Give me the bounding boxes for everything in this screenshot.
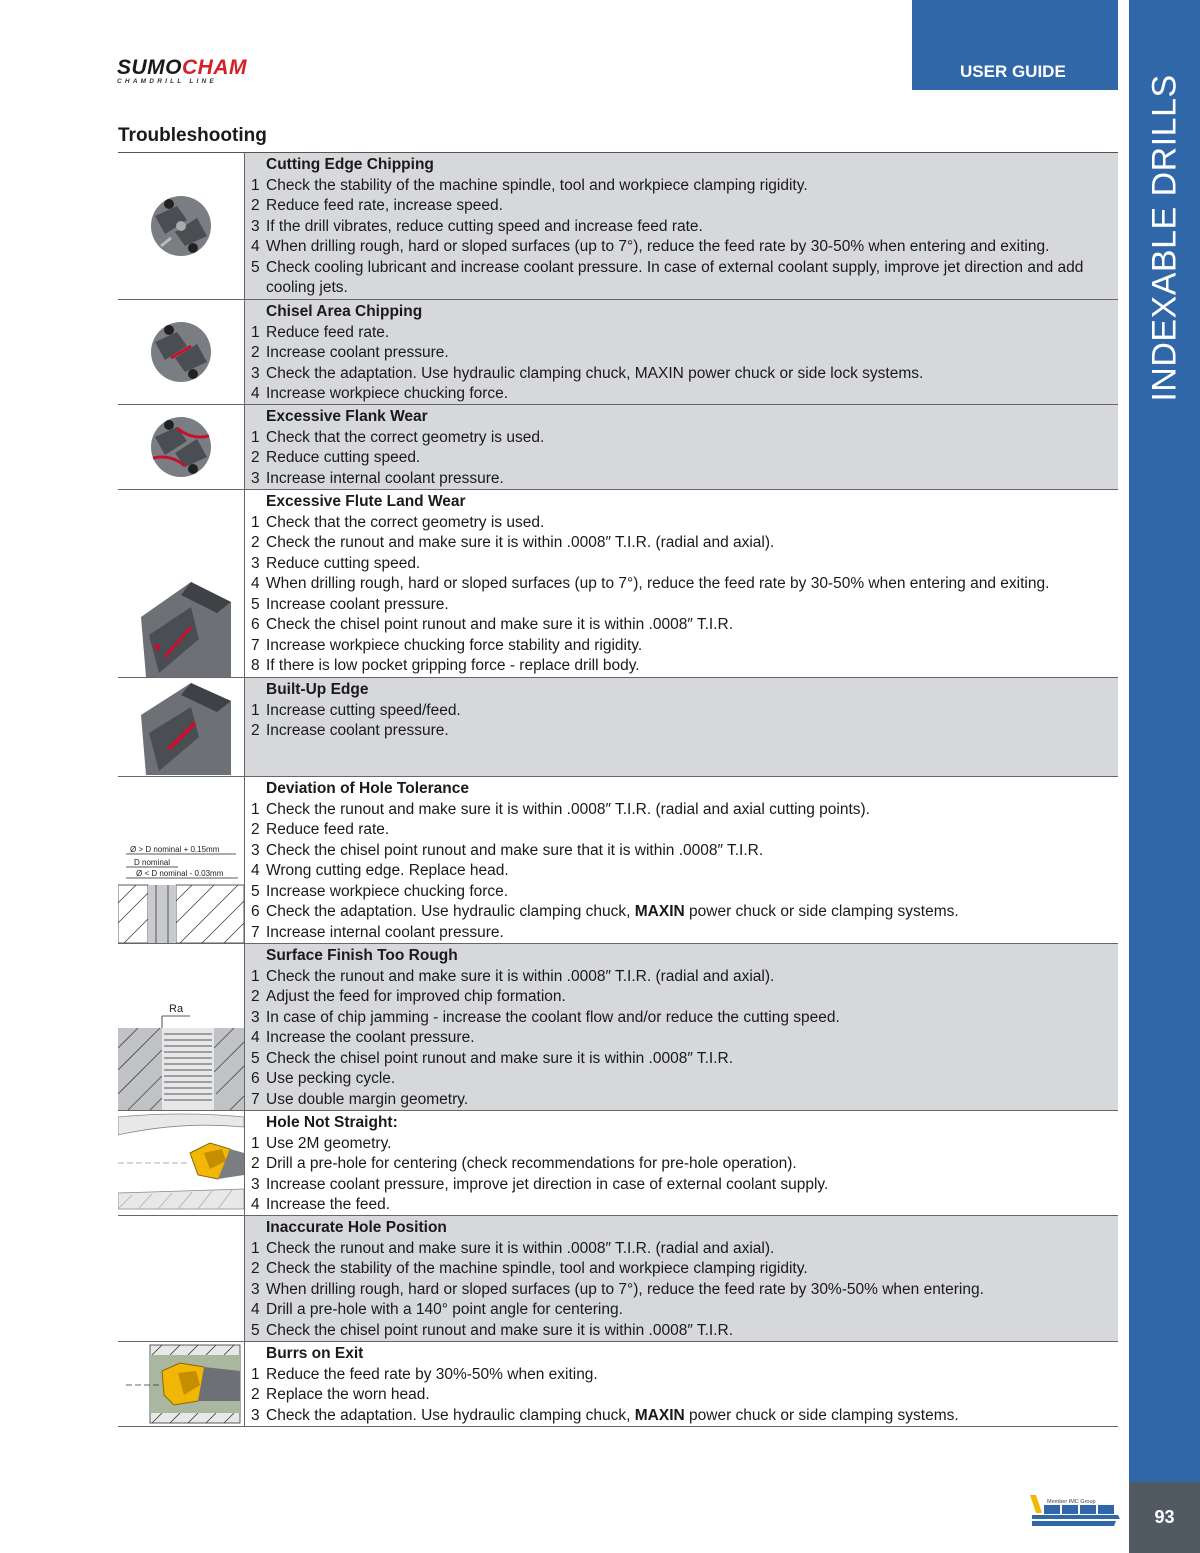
brand-maxin: MAXIN <box>634 903 685 920</box>
burrs-on-exit-diagram <box>118 1343 244 1425</box>
table-row <box>118 678 1118 777</box>
list-item: 3 When drilling rough, hard or sloped surfaces (up to 7°), reduce the feed rate by 30%-50% when entering. <box>251 1280 1112 1301</box>
item-text: Check the runout and make sure it is within .0008″ T.I.R. (radial and axial). <box>266 1239 775 1257</box>
item-text: Increase workpiece chucking force. <box>266 882 509 900</box>
item-text: Increase internal coolant pressure. <box>266 923 504 941</box>
item-text: Reduce cutting speed. <box>266 554 421 572</box>
item-text: Increase coolant pressure, improve jet direction in case of external coolant supply. <box>266 1175 829 1193</box>
table-row <box>118 944 1118 1111</box>
list-item: 4 Increase workpiece chucking force. <box>251 384 1112 405</box>
list-item: 4 When drilling rough, hard or sloped surfaces (up to 7°), reduce the feed rate by 30-50% when entering and exiting. <box>251 237 1112 258</box>
list-item: 5 Check cooling lubricant and increase coolant pressure. In case of external coolant supply, improve jet direction and add cooling jets. <box>251 258 1112 299</box>
list-item: 4 Wrong cutting edge. Replace head. <box>251 861 1112 882</box>
item-text: Increase workpiece chucking force stability and rigidity. <box>266 636 643 654</box>
item-text: Check the chisel point runout and make sure it is within .0008″ T.I.R. <box>266 616 733 633</box>
item-text: When drilling rough, hard or sloped surfaces (up to 7°), reduce the feed rate by 30-50% when entering and exiting. <box>266 575 1050 592</box>
list-item: 2 Reduce feed rate. <box>251 820 1112 841</box>
list-item: 1 Check the runout and make sure it is within .0008″ T.I.R. (radial and axial). <box>251 967 1112 988</box>
item-text: Check the chisel point runout and make sure it is within .0008″ T.I.R. <box>266 1321 733 1339</box>
row-text-cell <box>245 153 1118 299</box>
item-text: Increase workpiece chucking force. <box>266 385 509 402</box>
row-text-cell <box>245 405 1118 489</box>
row-image-cell <box>118 678 245 776</box>
list-item: 3 Check the adaptation. Use hydraulic clamping chuck, MAXIN power chuck or side clamping systems. <box>251 1406 1112 1427</box>
item-text: Increase coolant pressure. <box>266 344 449 361</box>
row-title: Excessive Flute Land Wear <box>266 493 466 510</box>
list-item: 4 Increase the coolant pressure. <box>251 1028 1112 1049</box>
row-image-cell <box>118 153 245 299</box>
item-text: Adjust the feed for improved chip formation. <box>266 988 566 1005</box>
tolerance-label-upper: Ø > D nominal + 0.15mm <box>130 845 220 854</box>
item-text: Increase internal coolant pressure. <box>266 469 504 487</box>
list-item: 8 If there is low pocket gripping force - replace drill body. <box>251 656 1112 677</box>
item-text: When drilling rough, hard or sloped surfaces (up to 7°), reduce the feed rate by 30-50% when entering and exiting. <box>266 238 1050 255</box>
row-image-cell <box>118 944 245 1110</box>
drill-built-up-edge-icon <box>121 679 241 775</box>
row-image-cell <box>118 405 245 489</box>
item-text: If the drill vibrates, reduce cutting speed and increase feed rate. <box>266 217 703 235</box>
section-title: Troubleshooting <box>118 125 267 146</box>
item-text: Check the chisel point runout and make sure that it is within .0008″ T.I.R. <box>266 841 764 859</box>
row-title: Excessive Flank Wear <box>266 408 428 425</box>
logo-sumo: SUMO <box>117 56 182 79</box>
list-item: 6 Check the chisel point runout and make sure it is within .0008″ T.I.R. <box>251 615 1112 636</box>
row-image-cell <box>118 1111 245 1215</box>
item-text: Use 2M geometry. <box>266 1134 392 1152</box>
list-item: 2 Check the stability of the machine spindle, tool and workpiece clamping rigidity. <box>251 1259 1112 1280</box>
item-text: Increase the feed. <box>266 1196 391 1213</box>
table-row <box>118 405 1118 490</box>
item-text: Drill a pre-hole with a 140° point angle for centering. <box>266 1301 623 1318</box>
item-text: Check the stability of the machine spindle, tool and workpiece clamping rigidity. <box>266 1260 808 1277</box>
item-text: Increase coolant pressure. <box>266 722 449 739</box>
drill-flute-wear-icon <box>121 577 241 677</box>
side-label: INDEXABLE DRILLS <box>1145 74 1184 402</box>
row-title: Built-Up Edge <box>266 681 369 698</box>
list-item: 3 Increase internal coolant pressure. <box>251 469 1112 490</box>
item-text: Reduce the feed rate by 30%-50% when exiting. <box>266 1365 598 1383</box>
item-text: Check the adaptation. Use hydraulic clamping chuck, MAXIN power chuck or side lock systems. <box>266 364 924 382</box>
row-title: Surface Finish Too Rough <box>266 947 458 964</box>
table-row <box>118 1342 1118 1427</box>
list-item: 5 Increase coolant pressure. <box>251 595 1112 616</box>
item-text: Increase the coolant pressure. <box>266 1029 475 1046</box>
row-text-cell <box>245 1342 1118 1426</box>
logo-subtitle: CHAMDRILL LINE <box>117 78 217 85</box>
row-image-cell <box>118 1342 245 1426</box>
hole-not-straight-diagram <box>118 1113 244 1213</box>
row-title: Hole Not Straight: <box>266 1114 398 1131</box>
row-image-cell <box>118 777 245 943</box>
logo-cham: CHAM <box>182 56 247 79</box>
table-row <box>118 1216 1118 1342</box>
item-text: Increase cutting speed/feed. <box>266 701 461 719</box>
list-item: 2 Replace the worn head. <box>251 1385 1112 1406</box>
drill-head-chisel-icon <box>141 312 221 392</box>
row-text-cell <box>245 300 1118 404</box>
list-item: 7 Increase workpiece chucking force stability and rigidity. <box>251 636 1112 657</box>
list-item: 2 Increase coolant pressure. <box>251 343 1112 364</box>
tolerance-label-nominal: D nominal <box>134 858 171 867</box>
item-text: Check the chisel point runout and make sure it is within .0008″ T.I.R. <box>266 1049 733 1067</box>
list-item: 2 Check the runout and make sure it is within .0008″ T.I.R. (radial and axial). <box>251 533 1112 554</box>
table-row <box>118 300 1118 405</box>
item-text: Increase coolant pressure. <box>266 595 449 613</box>
list-item: 1 Check that the correct geometry is used. <box>251 428 1112 449</box>
surface-roughness-diagram <box>118 998 244 1110</box>
item-text: When drilling rough, hard or sloped surfaces (up to 7°), reduce the feed rate by 30%-50% when entering. <box>266 1280 984 1298</box>
brand-maxin: MAXIN <box>634 1406 685 1424</box>
list-item: 5 Increase workpiece chucking force. <box>251 882 1112 903</box>
list-item: 6 Check the adaptation. Use hydraulic clamping chuck, MAXIN power chuck or side clamping systems. <box>251 902 1112 923</box>
item-text: Drill a pre-hole for centering (check recommendations for pre-hole operation). <box>266 1155 797 1172</box>
item-text: Wrong cutting edge. Replace head. <box>266 862 509 879</box>
member-imc-text: Member IMC Group <box>1047 1499 1096 1505</box>
user-guide-label: USER GUIDE <box>960 62 1066 81</box>
list-item: 3 Check the chisel point runout and make sure that it is within .0008″ T.I.R. <box>251 841 1112 862</box>
list-item: 3 Check the adaptation. Use hydraulic clamping chuck, MAXIN power chuck or side lock systems. <box>251 364 1112 385</box>
logo-wordmark <box>117 57 247 78</box>
item-text: Reduce feed rate, increase speed. <box>266 197 503 214</box>
item-text: Reduce feed rate. <box>266 323 390 341</box>
list-item: 4 When drilling rough, hard or sloped surfaces (up to 7°), reduce the feed rate by 30-50% when entering and exiting. <box>251 574 1112 595</box>
list-item: 1 Check the runout and make sure it is within .0008″ T.I.R. (radial and axial). <box>251 1239 1112 1260</box>
table-row <box>118 1111 1118 1216</box>
ra-label: Ra <box>169 1003 184 1015</box>
troubleshooting-table <box>118 152 1118 1427</box>
item-text: In case of chip jamming - increase the coolant flow and/or reduce the cutting speed. <box>266 1008 840 1026</box>
row-text-cell <box>245 490 1118 677</box>
list-item: 2 Reduce feed rate, increase speed. <box>251 196 1112 217</box>
drill-head-chipping-icon <box>141 186 221 266</box>
list-item: 4 Drill a pre-hole with a 140° point angle for centering. <box>251 1300 1112 1321</box>
row-title: Chisel Area Chipping <box>266 303 423 320</box>
item-text: Check the adaptation. Use hydraulic clamping chuck, MAXIN power chuck or side clamping systems. <box>266 1406 959 1424</box>
item-text: If there is low pocket gripping force - replace drill body. <box>266 657 640 674</box>
row-title: Cutting Edge Chipping <box>266 156 434 173</box>
item-text: Check the runout and make sure it is within .0008″ T.I.R. (radial and axial). <box>266 967 775 985</box>
hole-tolerance-diagram <box>118 843 244 943</box>
list-item: 1 Check the runout and make sure it is within .0008″ T.I.R. (radial and axial cutting points). <box>251 800 1112 821</box>
item-text: Reduce cutting speed. <box>266 449 421 466</box>
list-item: 1 Reduce the feed rate by 30%-50% when exiting. <box>251 1365 1112 1386</box>
list-item: 1 Reduce feed rate. <box>251 323 1112 344</box>
row-title: Burrs on Exit <box>266 1345 364 1362</box>
list-item: 2 Reduce cutting speed. <box>251 448 1112 469</box>
list-item: 1 Check that the correct geometry is used. <box>251 513 1112 534</box>
item-text: Check the runout and make sure it is within .0008″ T.I.R. (radial and axial). <box>266 534 775 551</box>
drill-head-flank-wear-icon <box>141 408 221 486</box>
list-item: 7 Use double margin geometry. <box>251 1090 1112 1111</box>
list-item: 1 Check the stability of the machine spindle, tool and workpiece clamping rigidity. <box>251 176 1112 197</box>
list-item: 3 In case of chip jamming - increase the coolant flow and/or reduce the cutting speed. <box>251 1008 1112 1029</box>
item-text: Replace the worn head. <box>266 1386 430 1403</box>
list-item: 3 Reduce cutting speed. <box>251 554 1112 575</box>
list-item: 2 Drill a pre-hole for centering (check recommendations for pre-hole operation). <box>251 1154 1112 1175</box>
item-text: Check that the correct geometry is used. <box>266 428 545 446</box>
list-item: 1 Increase cutting speed/feed. <box>251 701 1112 722</box>
iscar-logo <box>1028 1493 1122 1529</box>
row-title: Deviation of Hole Tolerance <box>266 780 469 797</box>
row-image-cell <box>118 490 245 677</box>
item-text: Check the adaptation. Use hydraulic clamping chuck, MAXIN power chuck or side clamping systems. <box>266 903 959 920</box>
row-text-cell <box>245 678 1118 776</box>
row-text-cell <box>245 1216 1118 1341</box>
table-row <box>118 777 1118 944</box>
tolerance-label-lower: Ø < D nominal - 0.03mm <box>136 869 224 878</box>
list-item: 2 Increase coolant pressure. <box>251 721 1112 742</box>
item-text: Use pecking cycle. <box>266 1070 396 1087</box>
list-item: 6 Use pecking cycle. <box>251 1069 1112 1090</box>
row-text-cell <box>245 777 1118 943</box>
list-item: 3 Increase coolant pressure, improve jet direction in case of external coolant supply. <box>251 1175 1112 1196</box>
list-item: 5 Check the chisel point runout and make sure it is within .0008″ T.I.R. <box>251 1321 1112 1342</box>
list-item: 1 Use 2M geometry. <box>251 1134 1112 1155</box>
row-image-cell <box>118 300 245 404</box>
sumocham-logo <box>117 57 247 86</box>
item-text: Use double margin geometry. <box>266 1090 469 1108</box>
list-item: 7 Increase internal coolant pressure. <box>251 923 1112 944</box>
row-title: Inaccurate Hole Position <box>266 1219 447 1236</box>
item-text: Check cooling lubricant and increase coolant pressure. In case of external coolant supply, improve jet direction and add cooling jets. <box>266 258 1084 296</box>
table-row <box>118 490 1118 678</box>
item-text: Check the runout and make sure it is within .0008″ T.I.R. (radial and axial cutting points). <box>266 800 870 818</box>
user-guide-tab <box>912 0 1118 90</box>
row-text-cell <box>245 1111 1118 1215</box>
item-text: Reduce feed rate. <box>266 821 390 838</box>
list-item: 3 If the drill vibrates, reduce cutting speed and increase feed rate. <box>251 217 1112 238</box>
table-row <box>118 153 1118 300</box>
list-item: 5 Check the chisel point runout and make sure it is within .0008″ T.I.R. <box>251 1049 1112 1070</box>
row-text-cell <box>245 944 1118 1110</box>
list-item: 4 Increase the feed. <box>251 1195 1112 1216</box>
item-text: Check that the correct geometry is used. <box>266 513 545 531</box>
row-image-cell <box>118 1216 245 1341</box>
page-number: 93 <box>1129 1482 1200 1553</box>
item-text: Check the stability of the machine spindle, tool and workpiece clamping rigidity. <box>266 176 808 194</box>
list-item: 2 Adjust the feed for improved chip formation. <box>251 987 1112 1008</box>
